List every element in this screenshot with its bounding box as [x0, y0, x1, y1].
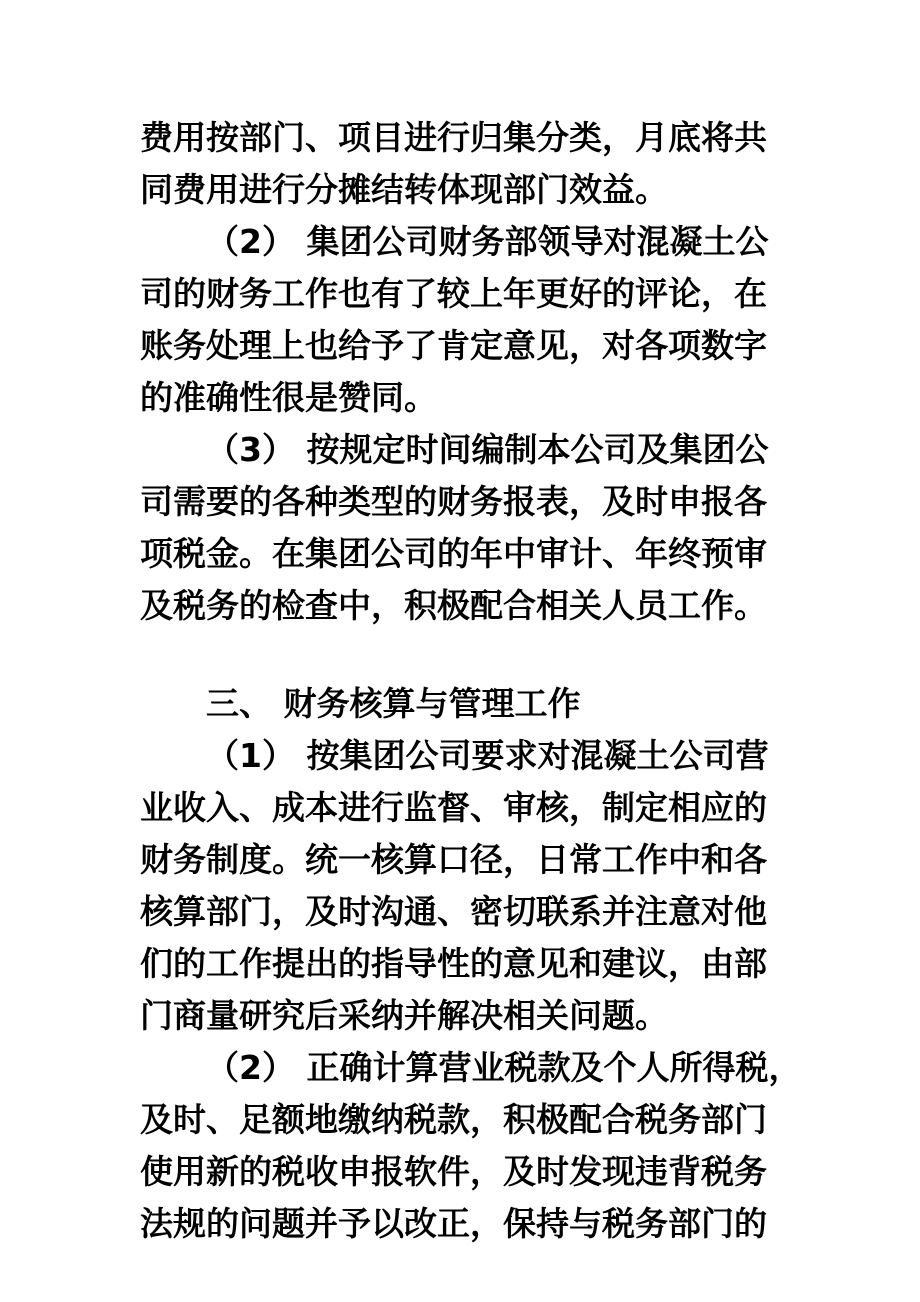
text-line: 业收入、成本进行监督、审核，制定相应的 [140, 788, 767, 827]
text-line: 使用新的税收申报软件，及时发现违背税务 [140, 1152, 767, 1191]
text-line: 费用按部门、项目进行归集分类，月底将共 [140, 118, 767, 157]
text-line: 及税务的检查中，积极配合相关人员工作。 [140, 586, 767, 625]
text-line: 同费用进行分摊结转体现部门效益。 [140, 170, 668, 209]
text-line: 核算部门，及时沟通、密切联系并注意对他 [140, 892, 767, 931]
text-line: （3） 按规定时间编制本公司及集团公 [206, 430, 769, 469]
text-line: 法规的问题并予以改正，保持与税务部门的 [140, 1204, 767, 1243]
text-line: 账务处理上也给予了肯定意见，对各项数字 [140, 326, 767, 365]
text-line: 司需要的各种类型的财务报表，及时申报各 [140, 482, 767, 521]
text-line: （2） 集团公司财务部领导对混凝土公 [206, 222, 769, 261]
text-line: 门商量研究后采纳并解决相关问题。 [140, 996, 668, 1035]
text-line: （1） 按集团公司要求对混凝土公司营 [206, 736, 769, 775]
section-heading: 三、 财务核算与管理工作 [206, 684, 581, 723]
text-line: （2） 正确计算营业税款及个人所得税， [206, 1048, 802, 1087]
document-body [140, 112, 800, 1250]
text-line: 财务制度。统一核算口径，日常工作中和各 [140, 840, 767, 879]
text-line: 们的工作提出的指导性的意见和建议，由部 [140, 944, 767, 983]
text-line: 项税金。在集团公司的年中审计、年终预审 [140, 534, 767, 573]
text-line: 司的财务工作也有了较上年更好的评论，在 [140, 274, 767, 313]
paragraph-gap [140, 632, 800, 678]
text-line: 及时、足额地缴纳税款，积极配合税务部门 [140, 1100, 767, 1139]
text-line: 的准确性很是赞同。 [140, 378, 437, 417]
